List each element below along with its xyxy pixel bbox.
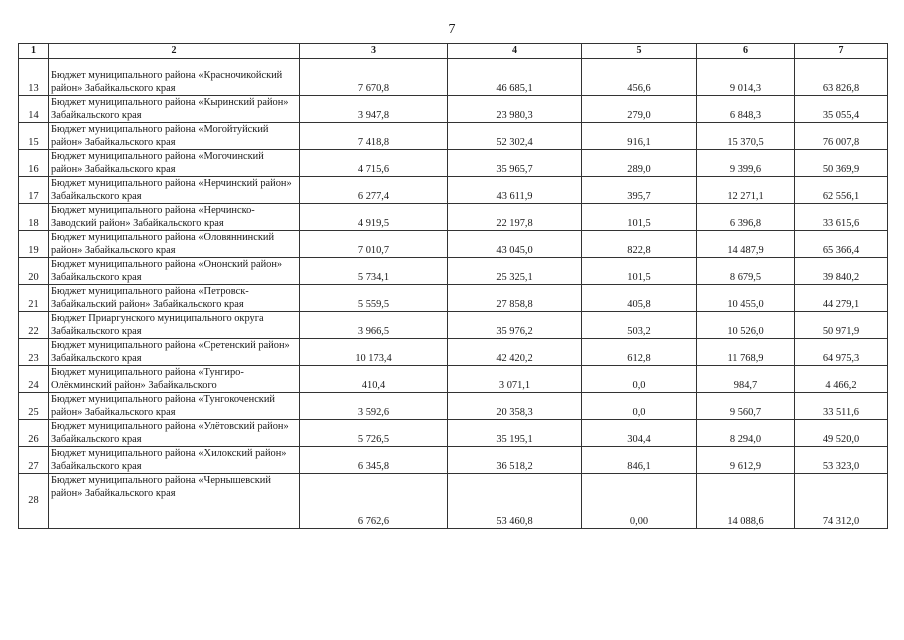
table-row xyxy=(19,96,888,123)
value-col-4: 27 858,8 xyxy=(448,285,582,312)
value-col-5: 405,8 xyxy=(582,285,697,312)
value-col-4: 20 358,3 xyxy=(448,393,582,420)
table-row xyxy=(19,393,888,420)
value-col-7: 44 279,1 xyxy=(795,285,888,312)
value-col-5: 395,7 xyxy=(582,177,697,204)
budget-name: Бюджет муниципального района «Тунгиро-Олёкминский район» Забайкальского xyxy=(49,366,300,393)
value-col-6: 6 848,3 xyxy=(697,96,795,123)
value-col-7: 63 826,8 xyxy=(795,59,888,96)
value-col-4: 35 195,1 xyxy=(448,420,582,447)
budget-name: Бюджет муниципального района «Тунгокоченский район» Забайкальского края xyxy=(49,393,300,420)
value-col-3: 6 762,6 xyxy=(300,474,448,529)
row-number: 26 xyxy=(19,420,49,447)
value-col-7: 50 971,9 xyxy=(795,312,888,339)
value-col-5: 612,8 xyxy=(582,339,697,366)
value-col-4: 36 518,2 xyxy=(448,447,582,474)
value-col-5: 279,0 xyxy=(582,96,697,123)
budget-table xyxy=(18,43,888,529)
table-row xyxy=(19,366,888,393)
table-row xyxy=(19,339,888,366)
value-col-5: 289,0 xyxy=(582,150,697,177)
value-col-4: 23 980,3 xyxy=(448,96,582,123)
value-col-7: 33 511,6 xyxy=(795,393,888,420)
value-col-3: 3 592,6 xyxy=(300,393,448,420)
value-col-4: 22 197,8 xyxy=(448,204,582,231)
table-row xyxy=(19,447,888,474)
value-col-4: 43 045,0 xyxy=(448,231,582,258)
value-col-7: 50 369,9 xyxy=(795,150,888,177)
value-col-3: 4 919,5 xyxy=(300,204,448,231)
value-col-6: 14 088,6 xyxy=(697,474,795,529)
column-header-6: 6 xyxy=(697,44,795,59)
row-number: 22 xyxy=(19,312,49,339)
value-col-5: 822,8 xyxy=(582,231,697,258)
value-col-5: 0,0 xyxy=(582,393,697,420)
table-row xyxy=(19,123,888,150)
value-col-7: 33 615,6 xyxy=(795,204,888,231)
value-col-6: 9 014,3 xyxy=(697,59,795,96)
value-col-6: 8 294,0 xyxy=(697,420,795,447)
budget-name: Бюджет муниципального района «Сретенский район» Забайкальского края xyxy=(49,339,300,366)
row-number: 16 xyxy=(19,150,49,177)
budget-name: Бюджет муниципального района «Могойтуйский район» Забайкальского края xyxy=(49,123,300,150)
value-col-4: 25 325,1 xyxy=(448,258,582,285)
value-col-4: 42 420,2 xyxy=(448,339,582,366)
budget-name: Бюджет муниципального района «Ононский район» Забайкальского края xyxy=(49,258,300,285)
value-col-6: 984,7 xyxy=(697,366,795,393)
column-header-1: 1 xyxy=(19,44,49,59)
row-number: 23 xyxy=(19,339,49,366)
value-col-3: 410,4 xyxy=(300,366,448,393)
column-header-3: 3 xyxy=(300,44,448,59)
value-col-7: 53 323,0 xyxy=(795,447,888,474)
value-col-3: 5 559,5 xyxy=(300,285,448,312)
column-header-2: 2 xyxy=(49,44,300,59)
table-body xyxy=(19,59,888,529)
row-number: 17 xyxy=(19,177,49,204)
value-col-5: 101,5 xyxy=(582,204,697,231)
table-row xyxy=(19,177,888,204)
budget-name: Бюджет муниципального района «Нерчинско-Заводский район» Забайкальского края xyxy=(49,204,300,231)
value-col-6: 6 396,8 xyxy=(697,204,795,231)
row-number: 19 xyxy=(19,231,49,258)
column-header-5: 5 xyxy=(582,44,697,59)
table-row xyxy=(19,150,888,177)
value-col-4: 43 611,9 xyxy=(448,177,582,204)
value-col-3: 4 715,6 xyxy=(300,150,448,177)
row-number: 18 xyxy=(19,204,49,231)
row-number: 15 xyxy=(19,123,49,150)
value-col-3: 7 670,8 xyxy=(300,59,448,96)
value-col-3: 7 010,7 xyxy=(300,231,448,258)
row-number: 14 xyxy=(19,96,49,123)
row-number: 25 xyxy=(19,393,49,420)
budget-name: Бюджет Приаргунского муниципального округа Забайкальского края xyxy=(49,312,300,339)
value-col-6: 12 271,1 xyxy=(697,177,795,204)
value-col-3: 3 966,5 xyxy=(300,312,448,339)
value-col-3: 3 947,8 xyxy=(300,96,448,123)
table-row xyxy=(19,231,888,258)
value-col-4: 3 071,1 xyxy=(448,366,582,393)
budget-name: Бюджет муниципального района «Хилокский район» Забайкальского края xyxy=(49,447,300,474)
table-row xyxy=(19,204,888,231)
value-col-3: 6 345,8 xyxy=(300,447,448,474)
value-col-7: 64 975,3 xyxy=(795,339,888,366)
table-row xyxy=(19,59,888,96)
value-col-5: 846,1 xyxy=(582,447,697,474)
value-col-4: 46 685,1 xyxy=(448,59,582,96)
value-col-6: 9 399,6 xyxy=(697,150,795,177)
row-number: 13 xyxy=(19,59,49,96)
budget-name: Бюджет муниципального района «Петровск-Забайкальский район» Забайкальского края xyxy=(49,285,300,312)
row-number: 28 xyxy=(19,474,49,529)
value-col-5: 456,6 xyxy=(582,59,697,96)
value-col-3: 10 173,4 xyxy=(300,339,448,366)
row-number: 20 xyxy=(19,258,49,285)
value-col-6: 11 768,9 xyxy=(697,339,795,366)
value-col-5: 916,1 xyxy=(582,123,697,150)
value-col-6: 15 370,5 xyxy=(697,123,795,150)
value-col-5: 304,4 xyxy=(582,420,697,447)
value-col-3: 5 734,1 xyxy=(300,258,448,285)
value-col-4: 52 302,4 xyxy=(448,123,582,150)
value-col-3: 6 277,4 xyxy=(300,177,448,204)
budget-name: Бюджет муниципального района «Нерчинский район» Забайкальского края xyxy=(49,177,300,204)
value-col-7: 76 007,8 xyxy=(795,123,888,150)
budget-name: Бюджет муниципального района «Улётовский район» Забайкальского края xyxy=(49,420,300,447)
value-col-6: 8 679,5 xyxy=(697,258,795,285)
value-col-7: 62 556,1 xyxy=(795,177,888,204)
row-number: 27 xyxy=(19,447,49,474)
value-col-4: 35 976,2 xyxy=(448,312,582,339)
value-col-7: 65 366,4 xyxy=(795,231,888,258)
value-col-5: 0,0 xyxy=(582,366,697,393)
value-col-4: 53 460,8 xyxy=(448,474,582,529)
value-col-4: 35 965,7 xyxy=(448,150,582,177)
table-row xyxy=(19,474,888,529)
budget-name: Бюджет муниципального района «Чернышевский район» Забайкальского края xyxy=(49,474,300,529)
table-row xyxy=(19,285,888,312)
value-col-5: 101,5 xyxy=(582,258,697,285)
row-number: 21 xyxy=(19,285,49,312)
value-col-5: 503,2 xyxy=(582,312,697,339)
value-col-3: 7 418,8 xyxy=(300,123,448,150)
value-col-6: 10 455,0 xyxy=(697,285,795,312)
page-number: 7 xyxy=(448,22,456,37)
table-row xyxy=(19,312,888,339)
value-col-7: 39 840,2 xyxy=(795,258,888,285)
column-header-4: 4 xyxy=(448,44,582,59)
value-col-6: 9 612,9 xyxy=(697,447,795,474)
budget-name: Бюджет муниципального района «Оловяннинский район» Забайкальского края xyxy=(49,231,300,258)
budget-name: Бюджет муниципального района «Могочинский район» Забайкальского края xyxy=(49,150,300,177)
table-row xyxy=(19,420,888,447)
column-header-7: 7 xyxy=(795,44,888,59)
value-col-6: 9 560,7 xyxy=(697,393,795,420)
value-col-7: 49 520,0 xyxy=(795,420,888,447)
value-col-5: 0,00 xyxy=(582,474,697,529)
header-row xyxy=(19,44,888,59)
row-number: 24 xyxy=(19,366,49,393)
value-col-6: 14 487,9 xyxy=(697,231,795,258)
budget-name: Бюджет муниципального района «Красночикойский район» Забайкальского края xyxy=(49,59,300,96)
value-col-3: 5 726,5 xyxy=(300,420,448,447)
value-col-6: 10 526,0 xyxy=(697,312,795,339)
budget-name: Бюджет муниципального района «Кыринский район» Забайкальского края xyxy=(49,96,300,123)
table-row xyxy=(19,258,888,285)
value-col-7: 74 312,0 xyxy=(795,474,888,529)
value-col-7: 4 466,2 xyxy=(795,366,888,393)
value-col-7: 35 055,4 xyxy=(795,96,888,123)
